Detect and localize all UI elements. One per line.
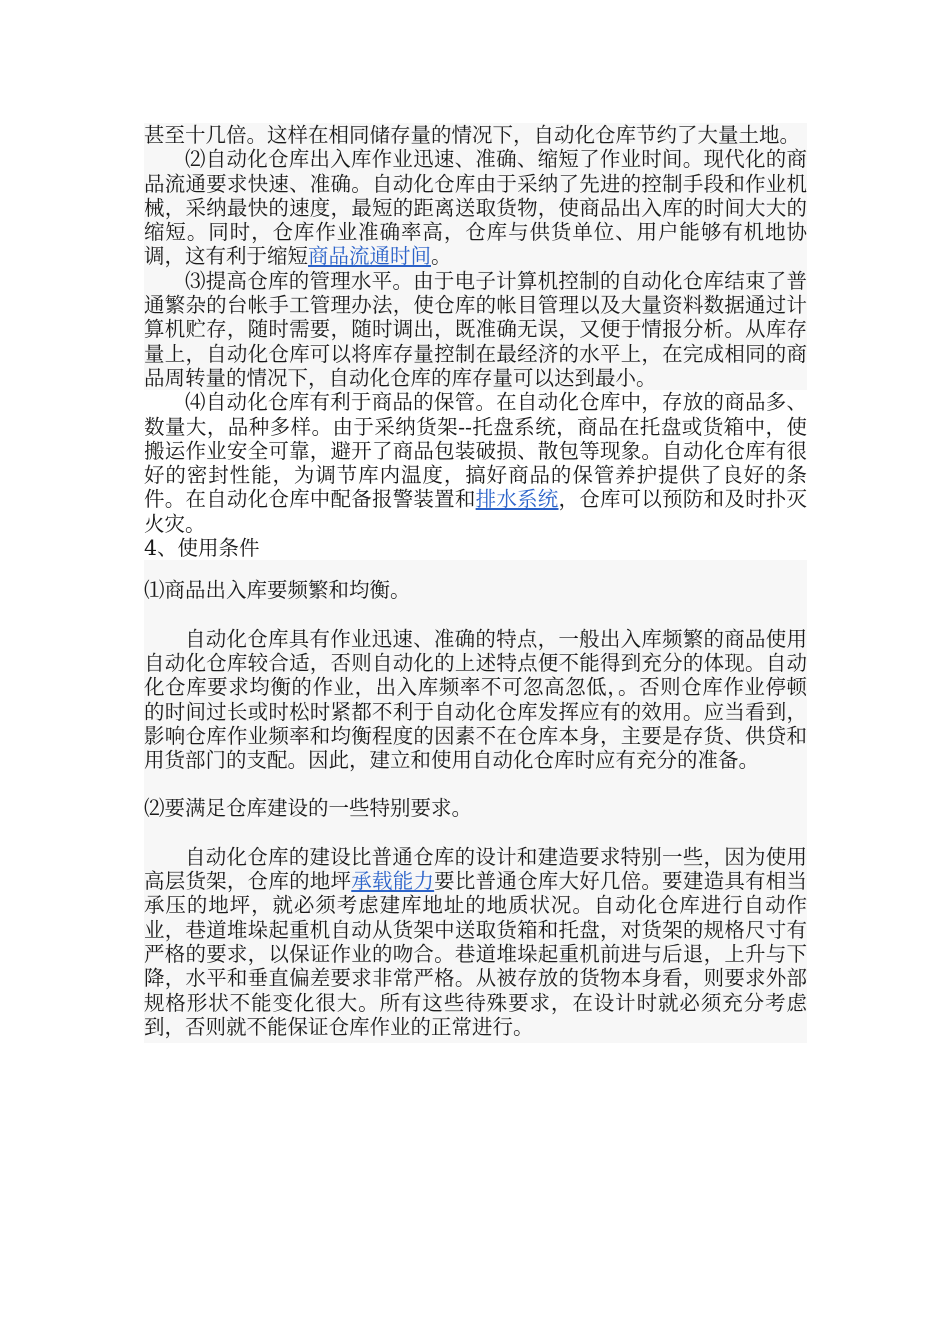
paragraph-speed-end: 。 xyxy=(431,244,452,269)
document-body xyxy=(144,123,807,1043)
link-drainage-system[interactable]: 排水系统 xyxy=(475,487,559,512)
paragraph-storage-end: ，仓库可以预防和及时扑灭火灾。 xyxy=(144,487,808,536)
condition-2-body xyxy=(144,845,807,1039)
paragraph-speed-text: ⑵自动化仓库出入库作业迅速、准确、缩短了作业时间。现代化的商品流通要求快速、准确。自动化仓库由于采纳了先进的控制手段和作业机械，采纳最快的速度，最短的距离送取货物，使商品出入库的时间大大的缩短。同时，仓库作业准确率高，仓库与供货单位、用户能够有机地协调，这有利于缩短 xyxy=(144,147,807,269)
condition-2-title: ⑵要满足仓库建设的一些特别要求。 xyxy=(144,796,472,821)
text-block-2 xyxy=(144,390,807,560)
condition-1-title: ⑴商品出入库要频繁和均衡。 xyxy=(144,578,411,603)
paragraph-storage xyxy=(144,390,807,536)
link-commodity-circulation-time[interactable]: 商品流通时间 xyxy=(308,244,431,269)
paragraph-management: ⑶提高仓库的管理水平。由于电子计算机控制的自动化仓库结束了普通繁杂的台帐手工管理办法，使仓库的帐目管理以及大量资料数据通过计算机贮存，随时需要，随时调出，既准确无误，又便于情报分析。从库存量上，自动化仓库可以将库存量控制在最经济的水平上，在完成相同的商品周转量的情况下，自动化仓库的库存量可以达到最小。 xyxy=(144,268,807,390)
link-bearing-capacity[interactable]: 承载能力 xyxy=(351,869,435,894)
text-block-3 xyxy=(144,560,807,1043)
condition-2-text-end: 要比普通仓库大好几倍。要建造具有相当承压的地坪，就必须考虑建库地址的地质状况。自动化仓库进行自动作业，巷道堆垛起重机自动从货架中送取货箱和托盘，对货架的规格尺寸有严格的要求，以保证作业的吻合。巷道堆垛起重机前进与后退，上升与下降，水平和垂直偏差要求非常严格。从被存放的货物本身看，则要求外部规格形状不能变化很大。所有这些待殊要求，在设计时就必须充分考虑到，否则就不能保证仓库作业的正常进行。 xyxy=(144,869,808,1039)
section-heading: 4、使用条件 xyxy=(144,536,260,561)
condition-1-body: 自动化仓库具有作业迅速、准确的特点，一般出入库频繁的商品使用自动化仓库较合适，否则自动化的上述特点便不能得到充分的体现。自动化仓库要求均衡的作业，出入库频率不可忽高忽低，。否则仓库作业停顿的时间过长或时松时紧都不利于自动化仓库发挥应有的效用。应当看到，影响仓库作业频率和均衡程度的因素不在仓库本身，主要是存货、供贷和用货部门的支配。因此，建立和使用自动化仓库时应有充分的准备。 xyxy=(144,626,807,773)
condition-2-text: 自动化仓库的建设比普通仓库的设计和建造要求特别一些，因为使用高层货架，仓库的地坪 xyxy=(144,844,807,894)
paragraph-speed xyxy=(144,147,807,268)
paragraph-storage-text: ⑷自动化仓库有利于商品的保管。在自动化仓库中，存放的商品多、数量大，品种多样。由于采纳货架--托盘系统，商品在托盘或货箱中，使搬运作业安全可靠，避开了商品包装破损、散包等现象。自动化仓库有很好的密封性能，为调节库内温度，搞好商品的保管养护提供了良好的条件。在自动化仓库中配备报警装置和 xyxy=(144,390,807,512)
text-block-1 xyxy=(144,123,807,390)
paragraph-land-saving: 甚至十几倍。这样在相同储存量的情况下，自动化仓库节约了大量土地。 xyxy=(144,123,800,147)
